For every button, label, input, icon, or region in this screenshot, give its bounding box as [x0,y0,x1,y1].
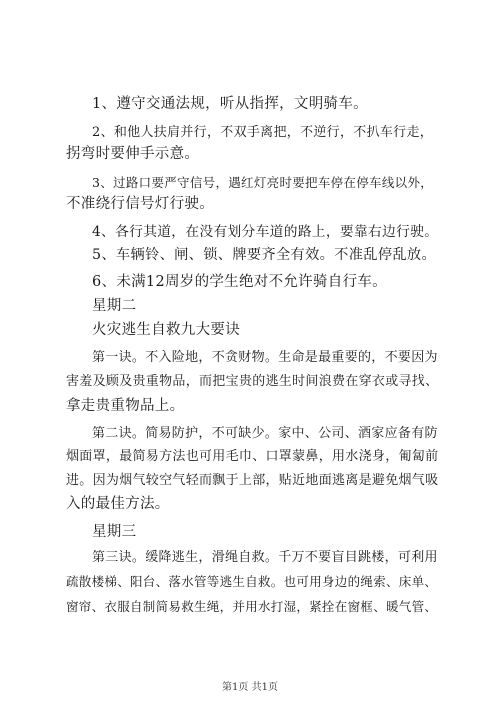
text-line: 第三诀。缓降逃生，滑绳自救。千万不要盲目跳楼，可利用 [92,550,438,565]
text-line: 疏散楼梯、阳台、落水管等逃生自救。也可用身边的绳索、床单、 [66,574,438,589]
text-line: 1、遵守交通法规，听从指挥，文明骑车。 [92,96,368,112]
text-line: 5、车辆铃、闸、锁、牌要齐全有效。不准乱停乱放。 [92,247,437,263]
text-line: 害羞及顾及贵重物品，而把宝贵的逃生时间浪费在穿衣或寻找、 [66,374,439,389]
text-line: 第二诀。简易防护，不可缺少。家中、公司、酒家应备有防 [92,426,438,441]
page-footer: 第1页 共1页 [222,682,278,693]
text-line: 拿走贵重物品上。 [66,398,185,414]
section-title: 火灾逃生自救九大要诀 [92,322,240,338]
section-heading: 星期二 [92,298,137,314]
text-line: 进。因为烟气较空气轻而飘于上部，贴近地面逃离是避免烟气吸 [66,473,439,488]
text-line: 第一诀。不入险地，不贪财物。生命是最重要的，不要因为 [92,350,438,365]
text-line: 不准绕行信号灯行驶。 [66,196,214,212]
text-line: 2、和他人扶肩并行，不双手离把，不逆行，不扒车行走， [92,125,434,140]
text-line: 4、各行其道，在没有划分车道的路上，要靠右边行驶。 [92,224,439,240]
text-line: 3、过路口要严守信号，遇红灯亮时要把车停在停车线以外， [92,175,434,190]
text-line: 6、未满12周岁的学生绝对不允许骑自行车。 [92,274,387,290]
section-heading: 星期三 [92,524,137,540]
text-line: 窗帘、衣服自制简易救生绳，并用水打湿，紧拴在窗框、暖气管、 [66,599,438,614]
text-line: 入的最佳方法。 [66,496,170,512]
text-line: 烟面罩，最简易方法也可用毛巾、口罩蒙鼻，用水浇身，匍匐前 [66,449,439,464]
text-line: 拐弯时要伸手示意。 [66,146,200,162]
